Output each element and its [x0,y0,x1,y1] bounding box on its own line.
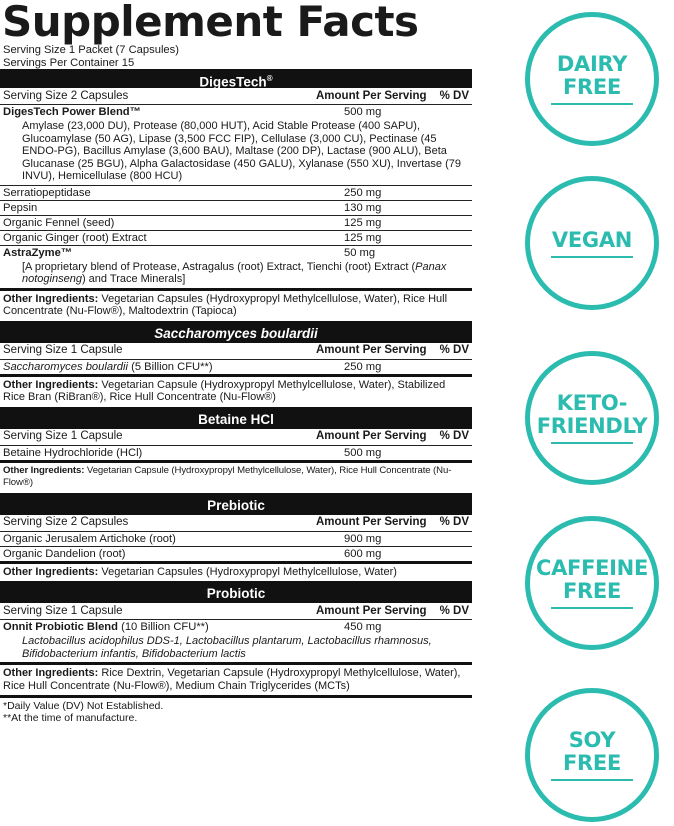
ingredient-name: Organic Fennel (seed) [3,216,115,229]
ingredient-name: Organic Ginger (root) Extract [3,231,147,244]
ingredient-row [0,201,472,216]
serving-label: Serving Size 1 Capsule [3,604,123,617]
ingredient-amount: 450 mg [344,621,382,633]
ingredient-name: Serratiopeptidase [3,186,91,199]
amount-header: Amount Per Serving [316,430,427,442]
badge-label: KETO- FRIENDLY [536,391,648,438]
servings-per-container: Servings Per Container 15 [3,56,135,69]
ingredient-row [0,105,472,120]
column-header [0,343,472,360]
column-header [0,603,472,620]
dv-header: % DV [439,430,469,442]
keto-friendly-badge [525,351,659,485]
section-band-probiotic: Probiotic [0,584,472,603]
badge-underline [551,103,633,105]
section-band-digestech: DigesTech® [0,69,472,88]
footnote-manufacture: **At the time of manufacture. [3,712,138,724]
other-ingredients: Other Ingredients: Vegetarian Capsule (Hydroxypropyl Methylcellulose, Water), Rice Hull Concentrate (Nu-Flow®) [0,463,472,496]
column-header [0,515,472,532]
ingredient-amount: 125 mg [344,216,382,229]
caffeine-free-badge [525,516,659,650]
footnotes [0,698,472,726]
badge-underline [551,779,633,781]
blend-description: Amylase (23,000 DU), Protease (80,000 HUT), Acid Stable Protease (400 SAPU), Glucoamylase (50 AG), Lipase (3,500 FCC FIP), Cellulase (3,000 CU), Pectinase (45 ENDO-PG), Bacillus Amylase (3,600 BAU), Maltase (200 DP), Lactase (900 ALU), Beta Glucanase (25 BGU), Alpha Galactosidase (450 GALU), Xylanase (550 XU), Invertase (79 INVU), Hemicellulase (800 HCU) [0,120,472,186]
other-ingredients: Other Ingredients: Vegetarian Capsules (Hydroxypropyl Methylcellulose, Water) [0,564,472,585]
dv-header: % DV [439,344,469,356]
amount-header: Amount Per Serving [316,604,427,617]
other-ingredients: Other Ingredients: Rice Dextrin, Vegetarian Capsule (Hydroxypropyl Methylcellulose, Water), Rice Hull Concentrate (Nu-Flow®), Medium Chain Triglycerides (MCTs) [0,665,472,698]
amount-header: Amount Per Serving [316,516,427,528]
serving-label: Serving Size 2 Capsules [3,516,129,528]
ingredient-name: Organic Dandelion (root) [3,547,126,560]
other-ingredients: Other Ingredients: Vegetarian Capsule (Hydroxypropyl Methylcellulose, Water), Stabilized Rice Bran (RiBran®), Rice Hull Concentrate (Nu-Flow®) [0,377,472,410]
soy-free-badge [525,688,659,822]
ingredient-row [0,216,472,231]
ingredient-name: Pepsin [3,201,38,214]
serving-label: Serving Size 2 Capsules [3,89,129,102]
ingredient-name: Betaine Hydrochloride (HCl) [3,446,143,459]
ingredient-amount: 600 mg [344,547,382,560]
serving-label: Serving Size 1 Capsule [3,430,123,442]
dv-header: % DV [439,89,469,102]
column-header [0,429,472,446]
ingredient-row [0,532,472,547]
ingredient-row [0,620,472,635]
amount-header: Amount Per Serving [316,344,427,356]
ingredient-amount: 50 mg [344,246,376,259]
ingredient-row [0,446,472,463]
ingredient-row [0,246,472,261]
ingredient-row [0,360,472,377]
ingredient-amount: 125 mg [344,231,382,244]
ingredient-row [0,231,472,246]
ingredient-name: AstraZyme™ [3,246,73,259]
ingredient-amount: 500 mg [344,446,382,459]
ingredient-amount: 250 mg [344,360,382,373]
badge-underline [551,607,633,609]
badge-label: SOY FREE [562,728,621,775]
section-band-prebiotic: Prebiotic [0,496,472,515]
serving-label: Serving Size 1 Capsule [3,344,123,356]
badge-underline [551,442,633,444]
ingredient-name: DigesTech Power Blend™ [3,106,141,118]
ingredient-name: Saccharomyces boulardii (5 Billion CFU**) [3,360,213,373]
ingredient-amount: 900 mg [344,532,382,545]
ingredient-name: Onnit Probiotic Blend (10 Billion CFU**) [3,621,209,633]
badge-label: VEGAN [551,227,633,252]
amount-header: Amount Per Serving [316,89,427,102]
other-ingredients: Other Ingredients: Vegetarian Capsules (Hydroxypropyl Methylcellulose, Water), Rice Hull Concentrate (Nu-Flow®), Maltodextrin (Tapioca) [0,291,472,324]
panel-title: Supplement Facts [2,0,419,46]
ingredient-row [0,547,472,564]
ingredient-name: Organic Jerusalem Artichoke (root) [3,532,176,545]
footnote-dv: *Daily Value (DV) Not Established. [3,700,164,712]
ingredient-amount: 130 mg [344,201,382,214]
dv-header: % DV [439,604,469,617]
badge-underline [551,256,633,258]
dv-header: % DV [439,516,469,528]
dairy-free-badge [525,12,659,146]
blend-description: [A proprietary blend of Protease, Astragalus (root) Extract, Tienchi (root) Extract (Panax notoginseng) and Trace Minerals] [0,261,472,291]
section-band-betaine: Betaine HCl [0,410,472,429]
ingredient-row [0,186,472,201]
section-band-saccharomyces: Saccharomyces boulardii [0,324,472,343]
badge-label: CAFFEINE FREE [535,556,649,603]
ingredient-amount: 500 mg [344,106,382,118]
column-header [0,88,472,105]
serving-size: Serving Size 1 Packet (7 Capsules) [3,44,179,56]
blend-description: Lactobacillus acidophilus DDS-1, Lactobacillus plantarum, Lactobacillus rhamnosus, Bifidobacterium infantis, Bifidobacterium lactis [0,635,472,665]
ingredient-amount: 250 mg [344,186,382,199]
vegan-badge [525,176,659,310]
badge-label: DAIRY FREE [556,52,628,99]
